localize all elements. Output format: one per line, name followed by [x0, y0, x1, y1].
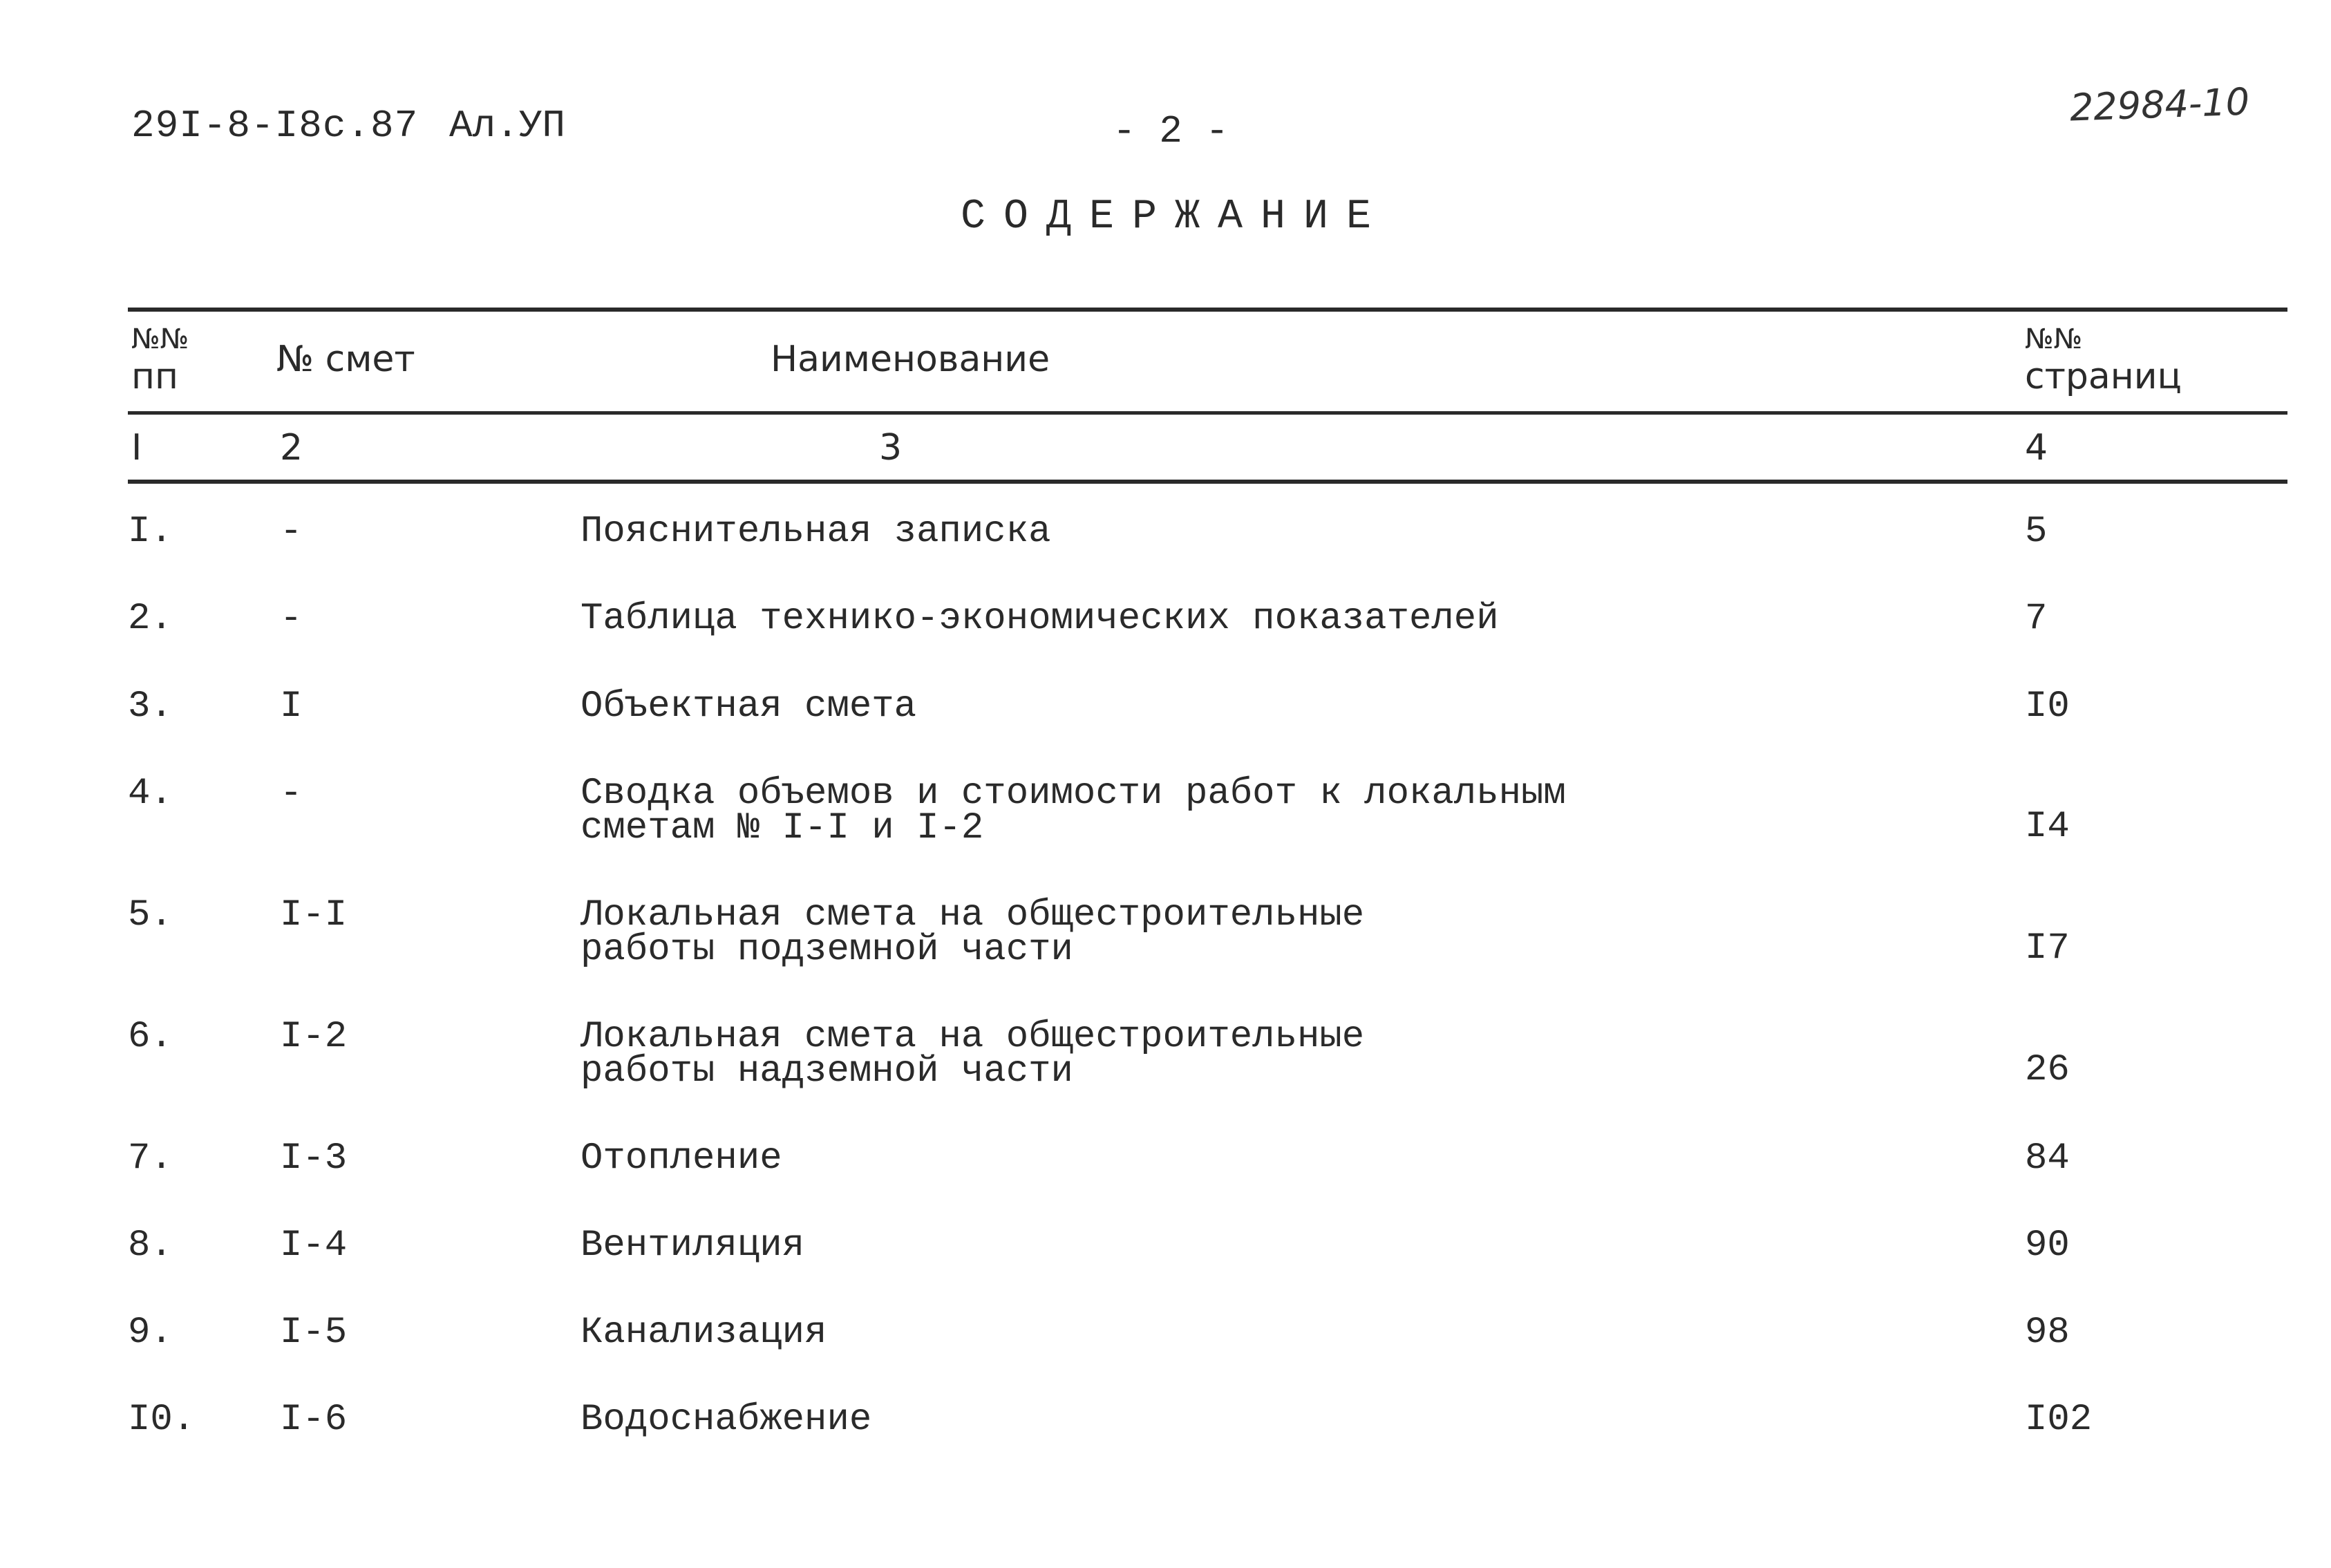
item-name: Пояснительная записка — [581, 511, 1051, 553]
row-number: 6. — [128, 1016, 173, 1058]
estimate-number: - — [280, 773, 303, 815]
archive-number: 22984-10 — [2068, 79, 2251, 130]
header-pages-bottom: страниц — [2025, 356, 2182, 397]
column-number: 2 — [280, 427, 303, 469]
page-ref: I02 — [2025, 1399, 2093, 1441]
column-number-rule — [128, 480, 2287, 484]
page-ref: 90 — [2025, 1225, 2070, 1267]
item-name: Объектная смета — [581, 686, 917, 728]
page-ref: 5 — [2025, 511, 2048, 553]
album-label: Ал.УП — [449, 104, 566, 148]
page-ref: I4 — [2025, 806, 2070, 848]
item-name: Вентиляция — [581, 1225, 805, 1267]
item-name: Локальная смета на общестроительные работы надземной части — [581, 1016, 1365, 1093]
column-number: 3 — [879, 427, 903, 469]
item-name: Водоснабжение — [581, 1399, 872, 1441]
estimate-number: I-5 — [280, 1312, 348, 1354]
item-name: Локальная смета на общестроительные работы подземной части — [581, 894, 1365, 971]
estimate-number: I-3 — [280, 1137, 348, 1180]
item-name: Таблица технико-экономических показателей — [581, 598, 1499, 640]
estimate-number: I-6 — [280, 1399, 348, 1441]
row-number: 5. — [128, 894, 173, 936]
row-number: 7. — [128, 1137, 173, 1180]
estimate-number: I — [280, 686, 303, 728]
page-ref: I0 — [2025, 686, 2070, 728]
estimate-number: - — [280, 511, 303, 553]
item-name: Сводка объемов и стоимости работ к локальным сметам № I-I и I-2 — [581, 773, 1566, 849]
column-number: I — [131, 427, 142, 469]
page-ref: 84 — [2025, 1137, 2070, 1180]
estimate-number: I-2 — [280, 1016, 348, 1058]
row-number: 2. — [128, 598, 173, 640]
row-number: I0. — [128, 1399, 196, 1441]
header-pages-top: №№ — [2025, 323, 2083, 355]
header-estimate: № смет — [276, 339, 415, 380]
table-top-rule — [128, 308, 2287, 312]
row-number: I. — [128, 511, 173, 553]
estimate-number: - — [280, 598, 303, 640]
row-number: 9. — [128, 1312, 173, 1354]
page-title: СОДЕРЖАНИЕ — [961, 193, 1390, 240]
item-name: Отопление — [581, 1137, 782, 1180]
row-number: 8. — [128, 1225, 173, 1267]
estimate-number: I-I — [280, 894, 348, 936]
page-ref: 26 — [2025, 1049, 2070, 1091]
header-num-top: №№ — [131, 323, 189, 355]
header-num-bottom: пп — [131, 356, 178, 397]
item-name: Канализация — [581, 1312, 827, 1354]
header-name: Наименование — [771, 339, 1050, 380]
page-ref: 7 — [2025, 598, 2048, 640]
estimate-number: I-4 — [280, 1225, 348, 1267]
row-number: 4. — [128, 773, 173, 815]
page-ref: 98 — [2025, 1312, 2070, 1354]
page-ref: I7 — [2025, 927, 2070, 970]
document-code: 29I-8-I8c.87 — [131, 104, 419, 148]
row-number: 3. — [128, 686, 173, 728]
page-number: - 2 - — [1113, 109, 1229, 153]
header-separator-rule — [128, 411, 2287, 415]
column-number: 4 — [2025, 427, 2048, 469]
